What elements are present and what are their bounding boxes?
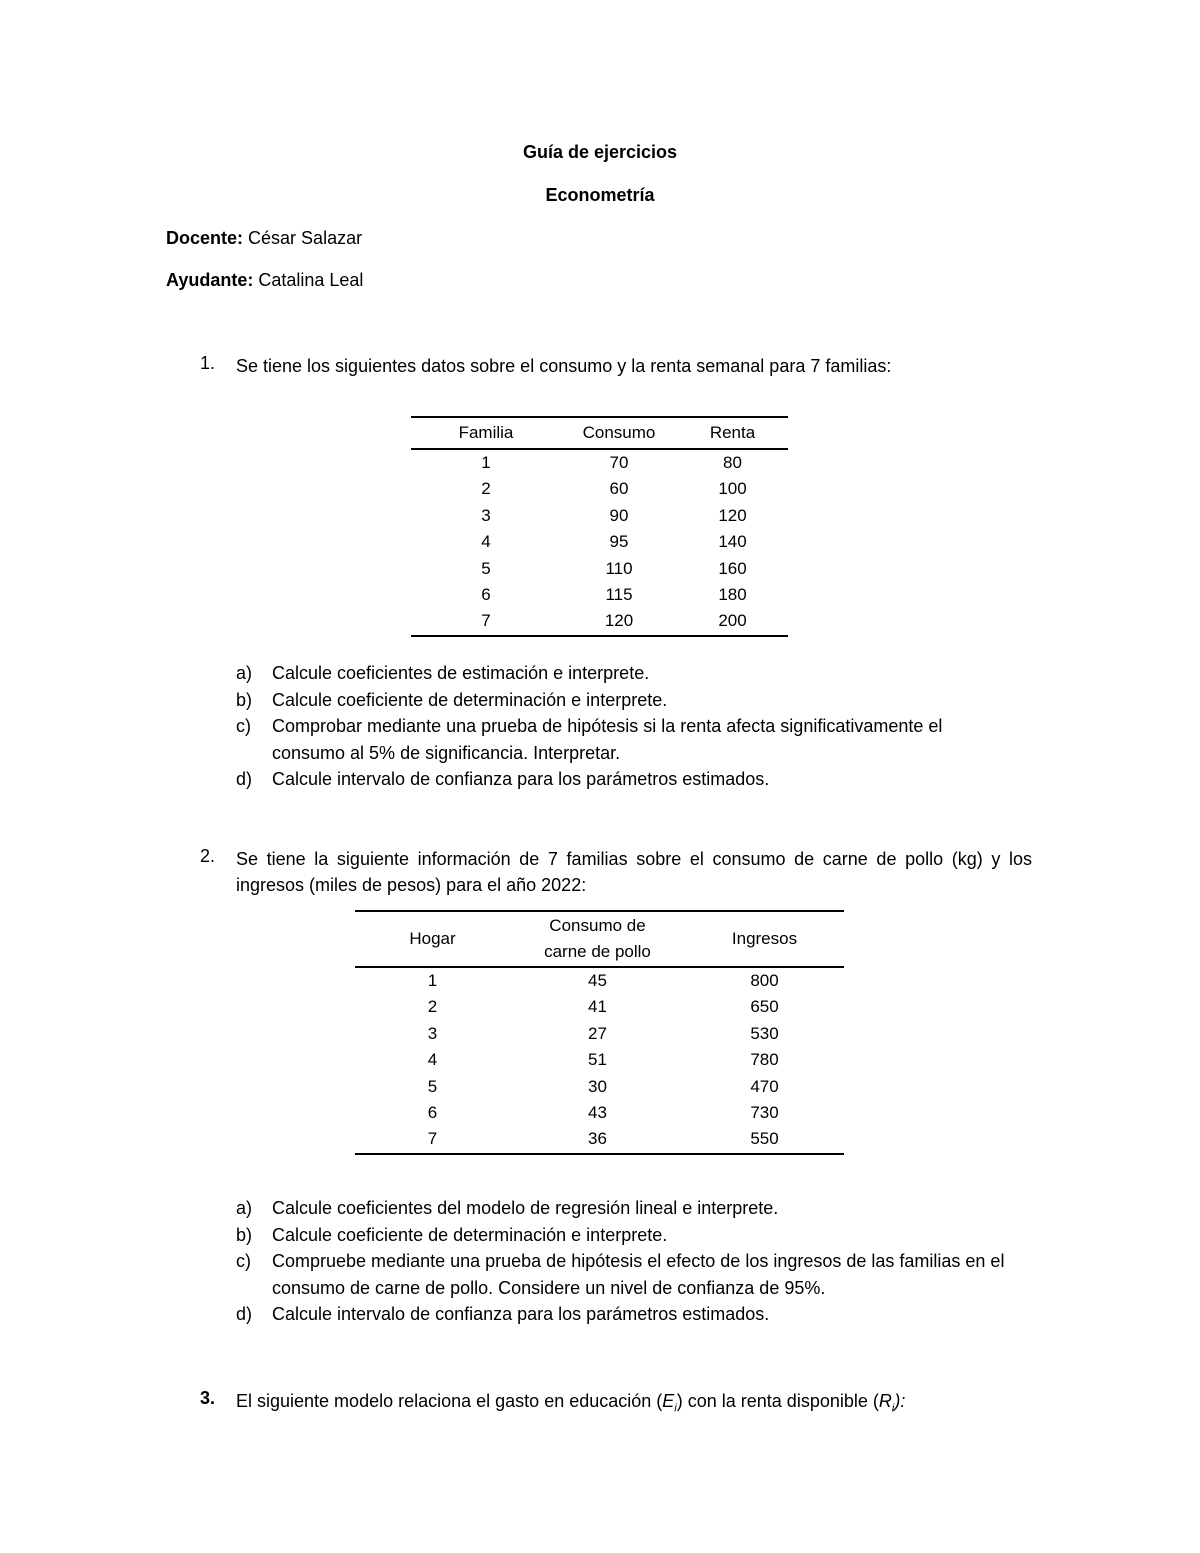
item-letter: a)	[236, 663, 253, 683]
q2-header-ingresos: Ingresos	[685, 911, 844, 967]
table-cell: 200	[718, 611, 747, 631]
table-row	[411, 503, 788, 529]
document-subject: Econometría	[545, 185, 655, 205]
q1-header-familia: Familia	[411, 417, 561, 449]
table-cell: 60	[609, 479, 629, 499]
q1-subquestions	[236, 660, 1036, 793]
table-row	[411, 582, 788, 608]
table-cell: 90	[609, 505, 629, 525]
table-cell: 4	[427, 1050, 438, 1070]
item-text: Calcule coeficiente de determinación e interprete.	[272, 689, 668, 710]
table-cell: 30	[588, 1076, 607, 1096]
table-cell: 43	[588, 1103, 607, 1123]
ayudante-name: Catalina Leal	[258, 270, 364, 290]
list-item	[236, 660, 1036, 687]
table-row	[355, 1074, 844, 1100]
table-row	[411, 476, 788, 502]
table-row	[355, 967, 844, 994]
q3-var-r: R	[878, 1391, 892, 1411]
table-cell: 650	[750, 997, 779, 1017]
table-cell: 470	[750, 1076, 779, 1096]
table-cell: 80	[723, 453, 742, 472]
item-text: Compruebe mediante una prueba de hipótesis el efecto de los ingresos de las familias en el consumo de carne de pollo. Considere un nivel de confianza de 95%.	[272, 1251, 1005, 1298]
q1-table	[411, 416, 788, 637]
q2-header-consumo-text: Consumo de carne de pollo	[544, 916, 651, 961]
list-item	[236, 1195, 1036, 1222]
table-row	[355, 1047, 844, 1073]
q3-var-e: E	[662, 1391, 675, 1411]
q3-text-before: El siguiente modelo relaciona el gasto en educación (	[236, 1391, 663, 1411]
q3-text-middle: ) con la renta disponible (	[676, 1391, 879, 1411]
q2-number: 2.	[200, 846, 216, 866]
table-cell: 95	[609, 532, 629, 552]
item-letter: c)	[236, 716, 251, 736]
table-cell: 550	[750, 1129, 779, 1149]
table-cell: 180	[718, 585, 747, 605]
docente-name: César Salazar	[248, 228, 363, 248]
q3-var-e-sub: i	[674, 1402, 677, 1415]
q3-text-end: ):	[894, 1391, 906, 1411]
item-letter: b)	[236, 689, 253, 710]
item-text: Calcule coeficientes del modelo de regresión lineal e interprete.	[272, 1198, 779, 1218]
table-cell: 780	[750, 1050, 779, 1070]
table-cell: 530	[750, 1023, 779, 1043]
item-text: Comprobar mediante una prueba de hipótesis si la renta afecta significativamente el consumo al 5% de significancia. Interpretar.	[272, 716, 943, 763]
q2-table	[355, 910, 844, 1155]
q3-var-r-sub: i	[891, 1402, 895, 1415]
table-cell: 6	[481, 585, 491, 605]
item-letter: c)	[236, 1251, 251, 1271]
table-cell: 7	[481, 611, 491, 631]
table-row	[411, 608, 788, 635]
q1-header-renta: Renta	[677, 417, 788, 449]
docente-line	[166, 228, 362, 249]
table-cell: 1	[427, 971, 438, 990]
list-item	[236, 1301, 1036, 1328]
table-row	[355, 994, 844, 1020]
table-cell: 4	[481, 532, 491, 552]
item-letter: d)	[236, 1304, 253, 1324]
table-row	[411, 449, 788, 476]
table-cell: 2	[481, 479, 491, 499]
table-cell: 3	[427, 1023, 438, 1043]
item-letter: b)	[236, 1224, 253, 1245]
table-cell: 7	[427, 1129, 438, 1149]
table-cell: 730	[750, 1103, 779, 1123]
ayudante-line	[166, 270, 363, 291]
q2-table-header-row	[355, 911, 844, 967]
item-letter: d)	[236, 769, 253, 789]
table-cell: 1	[481, 453, 491, 472]
q1-table-header-row	[411, 417, 788, 449]
table-cell: 45	[588, 971, 607, 990]
q3-text	[236, 1388, 1036, 1422]
table-cell: 36	[588, 1129, 607, 1149]
ayudante-label: Ayudante:	[166, 270, 254, 290]
table-cell: 41	[588, 997, 607, 1017]
q2-text: Se tiene la siguiente información de 7 familias sobre el consumo de carne de pollo (kg) y los ingresos (miles de pesos) para el año 2022:	[236, 849, 1032, 895]
table-row	[411, 556, 788, 582]
table-cell: 5	[481, 558, 491, 578]
q1-text: Se tiene los siguientes datos sobre el consumo y la renta semanal para 7 familias:	[236, 356, 892, 376]
table-cell: 110	[605, 558, 633, 578]
table-cell: 3	[481, 505, 491, 525]
item-text: Calcule coeficiente de determinación e interprete.	[272, 1224, 668, 1245]
table-cell: 2	[427, 997, 438, 1017]
table-cell: 160	[718, 558, 747, 578]
table-row	[355, 1100, 844, 1126]
list-item	[236, 687, 1036, 714]
table-cell: 70	[609, 453, 629, 472]
q2-header-hogar: Hogar	[355, 911, 510, 967]
table-cell: 115	[605, 585, 633, 605]
table-cell: 6	[427, 1103, 438, 1123]
docente-label: Docente:	[166, 228, 244, 248]
q1-header-consumo: Consumo	[561, 417, 677, 449]
q1-number: 1.	[200, 353, 216, 373]
list-item	[236, 713, 1036, 766]
table-cell: 120	[604, 611, 634, 631]
q3-number: 3.	[200, 1388, 216, 1408]
table-cell: 27	[588, 1023, 607, 1043]
table-cell: 100	[718, 479, 747, 499]
table-row	[411, 529, 788, 555]
table-cell: 800	[750, 971, 779, 990]
table-row	[355, 1021, 844, 1047]
table-row	[355, 1126, 844, 1153]
list-item	[236, 1248, 1036, 1301]
document-title: Guía de ejercicios	[522, 142, 678, 162]
list-item	[236, 766, 1036, 793]
q2-header-consumo	[510, 911, 685, 967]
table-cell: 120	[718, 505, 747, 525]
list-item	[236, 1222, 1036, 1249]
table-cell: 5	[427, 1076, 438, 1096]
item-text: Calcule intervalo de confianza para los parámetros estimados.	[272, 769, 770, 789]
item-letter: a)	[236, 1198, 253, 1218]
item-text: Calcule coeficientes de estimación e interprete.	[272, 663, 650, 683]
item-text: Calcule intervalo de confianza para los parámetros estimados.	[272, 1304, 770, 1324]
table-cell: 140	[718, 532, 747, 552]
q2-subquestions	[236, 1195, 1036, 1328]
table-cell: 51	[588, 1050, 607, 1070]
